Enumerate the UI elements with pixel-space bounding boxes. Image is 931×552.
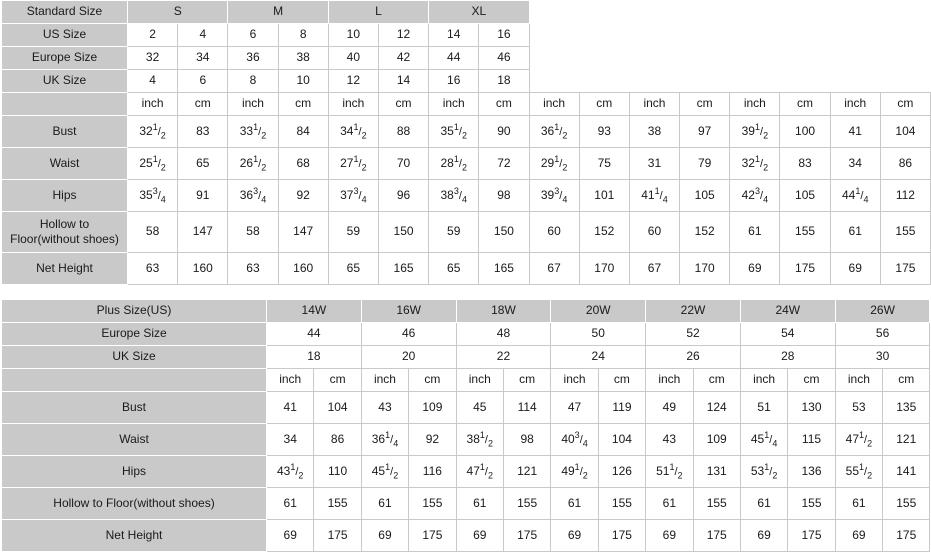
measurement-value: $42^3/_4$ — [730, 180, 780, 212]
size-value: 44 — [429, 47, 479, 70]
measurement-value: 98 — [479, 180, 529, 212]
table-row — [2, 180, 931, 212]
measurement-value: 100 — [780, 116, 830, 148]
measurement-label: Waist — [2, 148, 128, 180]
row-label-header: Plus Size(US) — [2, 300, 267, 323]
unit-header: inch — [830, 93, 880, 116]
measurement-label: Net Height — [2, 520, 267, 552]
size-value: 46 — [361, 323, 456, 346]
unit-header: cm — [378, 93, 428, 116]
measurement-value: $39^1/_2$ — [730, 116, 780, 148]
size-value: 8 — [278, 24, 328, 47]
measurement-value: 83 — [780, 148, 830, 180]
measurement-value: 116 — [409, 456, 456, 488]
row-label: Europe Size — [2, 323, 267, 346]
measurement-value: 101 — [579, 180, 629, 212]
size-value: 16 — [479, 24, 529, 47]
measurement-value: 43 — [361, 392, 408, 424]
measurement-value: 92 — [278, 180, 328, 212]
size-value: 48 — [456, 323, 551, 346]
size-value: 6 — [178, 70, 228, 93]
size-value: 28 — [740, 346, 835, 369]
table-row — [2, 70, 931, 93]
measurement-value: 110 — [314, 456, 361, 488]
measurement-value: 65 — [178, 148, 228, 180]
measurement-value: 38 — [629, 116, 679, 148]
measurement-value: 58 — [128, 212, 178, 253]
measurement-value: 155 — [503, 488, 550, 520]
measurement-value: 130 — [788, 392, 835, 424]
table-row — [2, 116, 931, 148]
measurement-value: 70 — [378, 148, 428, 180]
measurement-value: 91 — [178, 180, 228, 212]
measurement-value: 61 — [551, 488, 598, 520]
measurement-value: $36^1/_2$ — [529, 116, 579, 148]
size-value: 14 — [378, 70, 428, 93]
measurement-value: 79 — [680, 148, 730, 180]
measurement-value: 67 — [529, 253, 579, 285]
size-value: 12 — [378, 24, 428, 47]
unit-header: inch — [551, 369, 598, 392]
measurement-value: 86 — [314, 424, 361, 456]
measurement-value: $37^3/_4$ — [328, 180, 378, 212]
measurement-value: 41 — [830, 116, 880, 148]
measurement-value: 60 — [529, 212, 579, 253]
size-value: 32 — [128, 47, 178, 70]
measurement-value: 47 — [551, 392, 598, 424]
unit-header: cm — [598, 369, 645, 392]
measurement-value: 43 — [646, 424, 693, 456]
table-row — [2, 488, 930, 520]
measurement-value: 155 — [780, 212, 830, 253]
measurement-value: $55^1/_2$ — [835, 456, 882, 488]
size-value: 50 — [551, 323, 646, 346]
table-row — [2, 424, 930, 456]
row-label: Europe Size — [2, 47, 128, 70]
measurement-value: 41 — [267, 392, 314, 424]
size-value: 20 — [361, 346, 456, 369]
measurement-value: 59 — [328, 212, 378, 253]
measurement-value: 59 — [429, 212, 479, 253]
measurement-value: $51^1/_2$ — [646, 456, 693, 488]
size-group-header: L — [328, 1, 428, 24]
measurement-value: 31 — [629, 148, 679, 180]
size-group-header: S — [128, 1, 228, 24]
table-row — [2, 253, 931, 285]
table-row — [2, 346, 930, 369]
row-label-header: Standard Size — [2, 1, 128, 24]
unit-header: inch — [228, 93, 278, 116]
measurement-value: 69 — [830, 253, 880, 285]
measurement-value: 119 — [598, 392, 645, 424]
measurement-value: 68 — [278, 148, 328, 180]
row-label: UK Size — [2, 346, 267, 369]
size-value: 4 — [178, 24, 228, 47]
unit-header: cm — [178, 93, 228, 116]
size-value: 4 — [128, 70, 178, 93]
measurement-value: 150 — [378, 212, 428, 253]
size-group-header: 24W — [740, 300, 835, 323]
measurement-value: $36^1/_4$ — [361, 424, 408, 456]
size-group-header: 20W — [551, 300, 646, 323]
measurement-value: 51 — [740, 392, 787, 424]
measurement-value: $43^1/_2$ — [267, 456, 314, 488]
measurement-value: 104 — [598, 424, 645, 456]
table-row — [2, 456, 930, 488]
unit-header: inch — [529, 93, 579, 116]
measurement-value: 84 — [278, 116, 328, 148]
unit-header: cm — [479, 93, 529, 116]
unit-header: cm — [314, 369, 361, 392]
measurement-value: 160 — [178, 253, 228, 285]
measurement-value: 69 — [551, 520, 598, 552]
unit-header: inch — [128, 93, 178, 116]
row-label: US Size — [2, 24, 128, 47]
measurement-value: $35^1/_2$ — [429, 116, 479, 148]
measurement-value: 88 — [378, 116, 428, 148]
size-group-header: XL — [429, 1, 529, 24]
measurement-value: 60 — [629, 212, 679, 253]
measurement-value: 155 — [409, 488, 456, 520]
size-value: 26 — [646, 346, 741, 369]
measurement-value: 136 — [788, 456, 835, 488]
measurement-value: $38^3/_4$ — [429, 180, 479, 212]
unit-header: inch — [646, 369, 693, 392]
measurement-value: 92 — [409, 424, 456, 456]
size-group-header: M — [228, 1, 328, 24]
measurement-value: 104 — [314, 392, 361, 424]
measurement-value: 69 — [456, 520, 503, 552]
measurement-value: 147 — [278, 212, 328, 253]
measurement-value: $35^3/_4$ — [128, 180, 178, 212]
measurement-label: Bust — [2, 392, 267, 424]
size-value: 40 — [328, 47, 378, 70]
size-value: 34 — [178, 47, 228, 70]
unit-header: inch — [429, 93, 479, 116]
unit-header: cm — [503, 369, 550, 392]
size-value: 6 — [228, 24, 278, 47]
measurement-value: 152 — [680, 212, 730, 253]
measurement-value: 170 — [579, 253, 629, 285]
measurement-value: 175 — [693, 520, 740, 552]
measurement-value: $44^1/_4$ — [830, 180, 880, 212]
measurement-value: $40^3/_4$ — [551, 424, 598, 456]
measurement-value: 175 — [780, 253, 830, 285]
table-row — [2, 47, 931, 70]
measurement-value: 170 — [680, 253, 730, 285]
unit-header: inch — [835, 369, 882, 392]
measurement-label: Net Height — [2, 253, 128, 285]
measurement-value: 147 — [178, 212, 228, 253]
measurement-value: $45^1/_2$ — [361, 456, 408, 488]
unit-header: cm — [788, 369, 835, 392]
measurement-value: 61 — [740, 488, 787, 520]
measurement-value: 109 — [693, 424, 740, 456]
size-value: 44 — [267, 323, 362, 346]
measurement-value: 75 — [579, 148, 629, 180]
measurement-value: $28^1/_2$ — [429, 148, 479, 180]
measurement-value: 104 — [880, 116, 930, 148]
size-value: 8 — [228, 70, 278, 93]
measurement-value: $26^1/_2$ — [228, 148, 278, 180]
size-value: 42 — [378, 47, 428, 70]
size-value: 56 — [835, 323, 930, 346]
empty-corner — [2, 93, 128, 116]
size-value: 12 — [328, 70, 378, 93]
measurement-value: $41^1/_4$ — [629, 180, 679, 212]
measurement-value: 83 — [178, 116, 228, 148]
measurement-label: Hollow to Floor(without shoes) — [2, 212, 128, 253]
measurement-value: 155 — [314, 488, 361, 520]
measurement-value: 58 — [228, 212, 278, 253]
measurement-value: 45 — [456, 392, 503, 424]
unit-header: inch — [730, 93, 780, 116]
size-group-header: 26W — [835, 300, 930, 323]
size-value: 10 — [328, 24, 378, 47]
measurement-value: 65 — [429, 253, 479, 285]
unit-header: cm — [880, 93, 930, 116]
measurement-value: $39^3/_4$ — [529, 180, 579, 212]
measurement-value: $32^1/_2$ — [730, 148, 780, 180]
measurement-value: 152 — [579, 212, 629, 253]
measurement-value: 86 — [880, 148, 930, 180]
measurement-value: 61 — [267, 488, 314, 520]
size-value: 36 — [228, 47, 278, 70]
size-value: 38 — [278, 47, 328, 70]
measurement-value: 105 — [680, 180, 730, 212]
unit-header: cm — [579, 93, 629, 116]
measurement-label: Hollow to Floor(without shoes) — [2, 488, 267, 520]
measurement-value: 175 — [788, 520, 835, 552]
measurement-value: 141 — [883, 456, 930, 488]
size-value: 46 — [479, 47, 529, 70]
measurement-value: 175 — [598, 520, 645, 552]
standard-size-table — [1, 0, 931, 285]
size-value: 10 — [278, 70, 328, 93]
size-group-header: 14W — [267, 300, 362, 323]
measurement-value: $47^1/_2$ — [456, 456, 503, 488]
measurement-value: $38^1/_2$ — [456, 424, 503, 456]
table-row — [2, 520, 930, 552]
measurement-value: 69 — [361, 520, 408, 552]
measurement-value: 165 — [378, 253, 428, 285]
size-value: 16 — [429, 70, 479, 93]
measurement-value: 121 — [883, 424, 930, 456]
table-row — [2, 369, 930, 392]
row-label: UK Size — [2, 70, 128, 93]
measurement-value: 65 — [328, 253, 378, 285]
measurement-value: 34 — [830, 148, 880, 180]
table-row — [2, 148, 931, 180]
plus-size-table — [1, 299, 930, 552]
measurement-value: 155 — [598, 488, 645, 520]
table-row — [2, 323, 930, 346]
measurement-value: 93 — [579, 116, 629, 148]
measurement-value: 175 — [883, 520, 930, 552]
measurement-value: 61 — [730, 212, 780, 253]
unit-header: inch — [456, 369, 503, 392]
measurement-value: 175 — [409, 520, 456, 552]
measurement-value: 105 — [780, 180, 830, 212]
measurement-value: 63 — [228, 253, 278, 285]
unit-header: inch — [328, 93, 378, 116]
measurement-value: 49 — [646, 392, 693, 424]
empty-corner — [2, 369, 267, 392]
unit-header: inch — [629, 93, 679, 116]
table-row — [2, 392, 930, 424]
measurement-label: Waist — [2, 424, 267, 456]
measurement-value: 69 — [730, 253, 780, 285]
measurement-value: 121 — [503, 456, 550, 488]
measurement-value: 165 — [479, 253, 529, 285]
measurement-value: 69 — [835, 520, 882, 552]
size-value: 18 — [479, 70, 529, 93]
table-row — [2, 300, 930, 323]
measurement-value: 69 — [740, 520, 787, 552]
measurement-value: $36^3/_4$ — [228, 180, 278, 212]
measurement-value: 135 — [883, 392, 930, 424]
unit-header: inch — [740, 369, 787, 392]
measurement-value: 175 — [880, 253, 930, 285]
measurement-value: 61 — [646, 488, 693, 520]
measurement-label: Bust — [2, 116, 128, 148]
measurement-value: 61 — [456, 488, 503, 520]
size-value: 30 — [835, 346, 930, 369]
measurement-value: $45^1/_4$ — [740, 424, 787, 456]
size-value: 24 — [551, 346, 646, 369]
table-row — [2, 212, 931, 253]
measurement-value: 155 — [693, 488, 740, 520]
measurement-value: $34^1/_2$ — [328, 116, 378, 148]
measurement-value: 61 — [835, 488, 882, 520]
measurement-value: 63 — [128, 253, 178, 285]
measurement-value: 112 — [880, 180, 930, 212]
size-value: 54 — [740, 323, 835, 346]
measurement-value: 97 — [680, 116, 730, 148]
measurement-value: 155 — [788, 488, 835, 520]
table-separator — [0, 285, 931, 299]
measurement-value: $53^1/_2$ — [740, 456, 787, 488]
measurement-value: 72 — [479, 148, 529, 180]
size-group-header: 16W — [361, 300, 456, 323]
measurement-value: 175 — [314, 520, 361, 552]
size-value: 2 — [128, 24, 178, 47]
measurement-value: 131 — [693, 456, 740, 488]
measurement-value: 109 — [409, 392, 456, 424]
measurement-value: 150 — [479, 212, 529, 253]
unit-header: cm — [693, 369, 740, 392]
size-value: 22 — [456, 346, 551, 369]
unit-header: cm — [680, 93, 730, 116]
measurement-value: 90 — [479, 116, 529, 148]
size-group-header: 18W — [456, 300, 551, 323]
unit-header: inch — [361, 369, 408, 392]
unit-header: inch — [267, 369, 314, 392]
unit-header: cm — [883, 369, 930, 392]
measurement-value: 126 — [598, 456, 645, 488]
measurement-label: Hips — [2, 180, 128, 212]
measurement-value: 155 — [883, 488, 930, 520]
table-row — [2, 24, 931, 47]
measurement-value: $29^1/_2$ — [529, 148, 579, 180]
size-value: 18 — [267, 346, 362, 369]
unit-header: cm — [278, 93, 328, 116]
measurement-value: 53 — [835, 392, 882, 424]
measurement-value: 115 — [788, 424, 835, 456]
measurement-value: $27^1/_2$ — [328, 148, 378, 180]
measurement-value: $33^1/_2$ — [228, 116, 278, 148]
measurement-label: Hips — [2, 456, 267, 488]
unit-header: cm — [780, 93, 830, 116]
measurement-value: 160 — [278, 253, 328, 285]
measurement-value: $32^1/_2$ — [128, 116, 178, 148]
measurement-value: 69 — [267, 520, 314, 552]
measurement-value: 69 — [646, 520, 693, 552]
table-row — [2, 1, 931, 24]
measurement-value: $25^1/_2$ — [128, 148, 178, 180]
measurement-value: 96 — [378, 180, 428, 212]
measurement-value: 67 — [629, 253, 679, 285]
measurement-value: 155 — [880, 212, 930, 253]
size-value: 52 — [646, 323, 741, 346]
measurement-value: 124 — [693, 392, 740, 424]
measurement-value: 98 — [503, 424, 550, 456]
measurement-value: 114 — [503, 392, 550, 424]
measurement-value: 61 — [361, 488, 408, 520]
size-value: 14 — [429, 24, 479, 47]
table-row — [2, 93, 931, 116]
unit-header: cm — [409, 369, 456, 392]
measurement-value: $49^1/_2$ — [551, 456, 598, 488]
measurement-value: $47^1/_2$ — [835, 424, 882, 456]
size-group-header: 22W — [646, 300, 741, 323]
measurement-value: 34 — [267, 424, 314, 456]
measurement-value: 175 — [503, 520, 550, 552]
measurement-value: 61 — [830, 212, 880, 253]
